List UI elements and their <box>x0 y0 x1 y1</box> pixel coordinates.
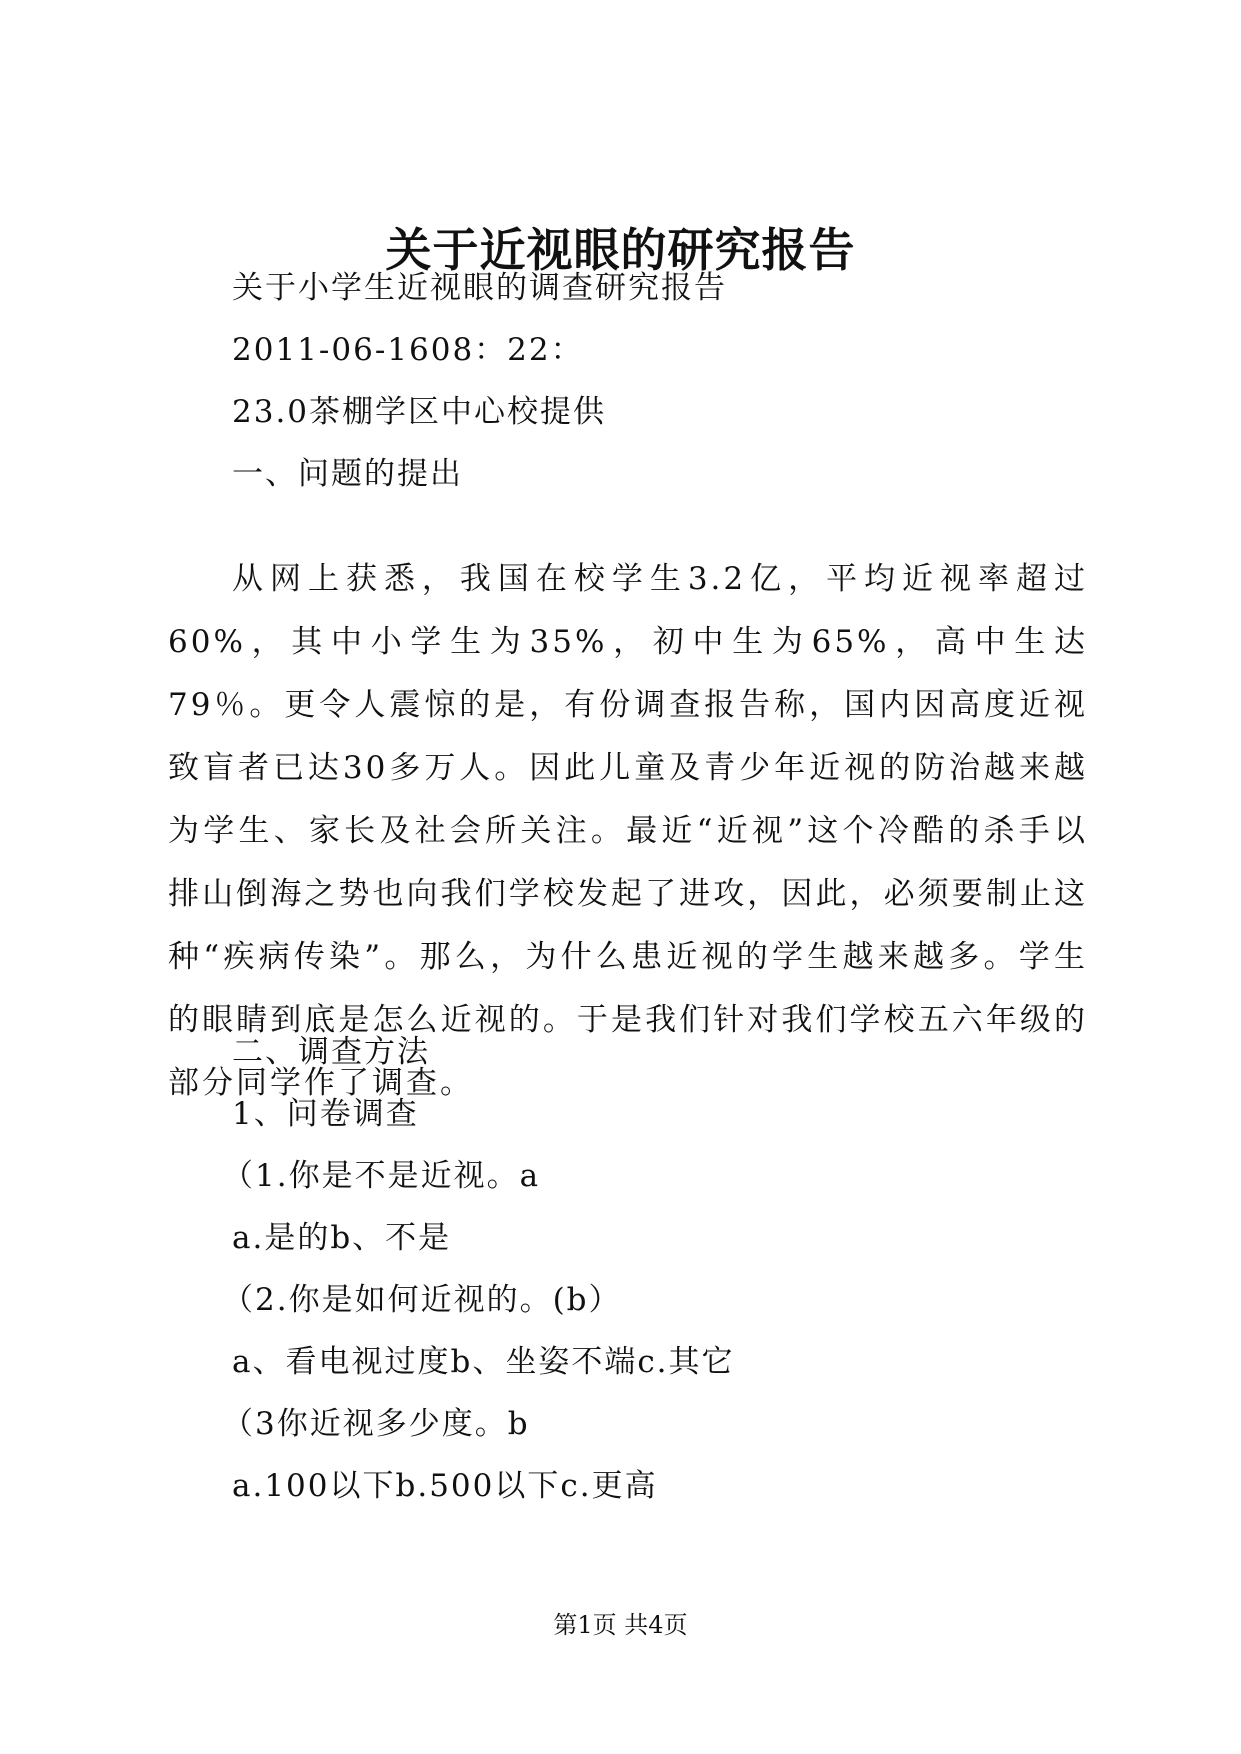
question-3-options: a.100以下b.500以下c.更高 <box>232 1468 658 1504</box>
document-subtitle: 关于小学生近视眼的调查研究报告 <box>232 270 727 306</box>
publish-timestamp: 2011-06-1608：22： <box>232 332 584 368</box>
question-2: （2.你是如何近视的。(b） <box>222 1282 622 1318</box>
page-footer: 第1页 共4页 <box>553 1611 688 1639</box>
document-title: 关于近视眼的研究报告 <box>385 223 856 277</box>
question-3: （3你近视多少度。b <box>222 1406 530 1442</box>
problem-paragraph: 从网上获悉，我国在校学生3.2亿，平均近视率超过60%，其中小学生为35%，初中生为65%，高中生达79％。更令人震惊的是，有份调查报告称，国内因高度近视致盲者已达30多万人。因此儿童及青少年近视的防治越来越为学生、家长及社会所关注。最近“近视”这个冷酷的杀手以排山倒海之势也向我们学校发起了进攻，因此，必须要制止这种“疾病传染”。那么，为什么患近视的学生越来越多。学生的眼睛到底是怎么近视的。于是我们针对我们学校五六年级的部分同学作了调查。 <box>168 561 1088 1101</box>
document-source: 23.0茶棚学区中心校提供 <box>232 394 607 430</box>
section-heading-method: 二、调查方法 <box>232 1034 430 1070</box>
question-2-options: a、看电视过度b、坐姿不端c.其它 <box>232 1344 735 1380</box>
method-questionnaire: 1、问卷调查 <box>232 1096 419 1132</box>
question-1-options: a.是的b、不是 <box>232 1220 452 1256</box>
question-1: （1.你是不是近视。a <box>222 1158 541 1194</box>
section-heading-problem: 一、问题的提出 <box>232 456 463 492</box>
